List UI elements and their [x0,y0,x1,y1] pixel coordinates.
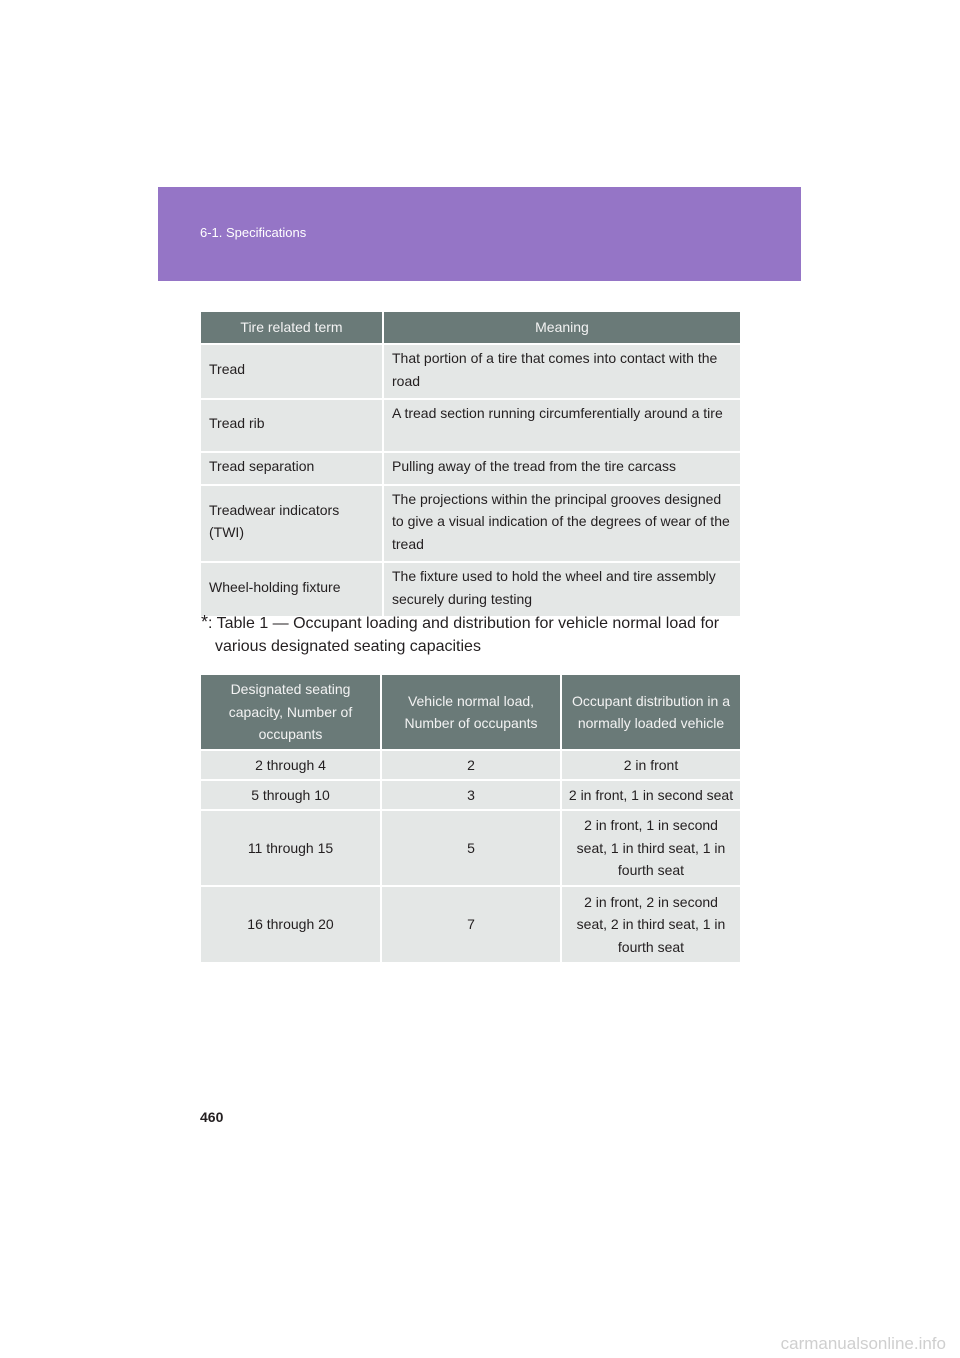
column-header-normal-load: Vehicle normal load, Number of occupants [381,675,561,750]
section-header-band [158,187,801,281]
normal-load-cell: 2 [381,750,561,780]
distribution-cell: 2 in front, 1 in second seat [561,780,740,810]
column-header-seating-capacity: Designated seating capacity, Number of occupants [201,675,381,750]
table-header-row [201,312,740,344]
column-header-term: Tire related term [201,312,383,344]
footnote-text: : Table 1 — Occupant loading and distribution for vehicle normal load for [208,615,720,632]
term-cell: Tread rib [201,399,383,452]
term-cell: Wheel-holding fixture [201,562,383,616]
table-footnote [201,611,741,658]
seating-capacity-cell: 16 through 20 [201,886,381,962]
table-row [201,886,740,962]
table-row [201,780,740,810]
distribution-cell: 2 in front, 2 in second seat, 2 in third seat, 1 in fourth seat [561,886,740,962]
table-row [201,750,740,780]
occupant-loading-table [201,675,740,962]
table-row [201,399,740,452]
seating-capacity-cell: 2 through 4 [201,750,381,780]
table-header-row [201,675,740,750]
watermark: carmanualsonline.info [780,1334,946,1353]
term-cell: Tread separation [201,452,383,485]
term-cell: Tread [201,344,383,399]
meaning-cell: A tread section running circumferentially around a tire [383,399,740,452]
footnote-text-continuation: various designated seating capacities [215,638,481,655]
seating-capacity-cell: 5 through 10 [201,780,381,810]
table-row [201,485,740,563]
normal-load-cell: 3 [381,780,561,810]
meaning-cell: That portion of a tire that comes into contact with the road [383,344,740,399]
normal-load-cell: 7 [381,886,561,962]
distribution-cell: 2 in front [561,750,740,780]
table-row [201,562,740,616]
column-header-meaning: Meaning [383,312,740,344]
meaning-cell: Pulling away of the tread from the tire carcass [383,452,740,485]
meaning-cell: The projections within the principal grooves designed to give a visual indication of the degrees of wear of the tread [383,485,740,563]
distribution-cell: 2 in front, 1 in second seat, 1 in third seat, 1 in fourth seat [561,810,740,886]
table-row [201,810,740,886]
seating-capacity-cell: 11 through 15 [201,810,381,886]
table-row [201,344,740,399]
meaning-cell: The fixture used to hold the wheel and tire assembly securely during testing [383,562,740,616]
page-number: 460 [200,1109,224,1125]
tire-terms-table [201,312,740,616]
section-label: 6-1. Specifications [200,225,307,240]
table-row [201,452,740,485]
term-cell: Treadwear indicators (TWI) [201,485,383,563]
column-header-distribution: Occupant distribution in a normally loaded vehicle [561,675,740,750]
normal-load-cell: 5 [381,810,561,886]
footnote-asterisk: * [201,612,209,632]
